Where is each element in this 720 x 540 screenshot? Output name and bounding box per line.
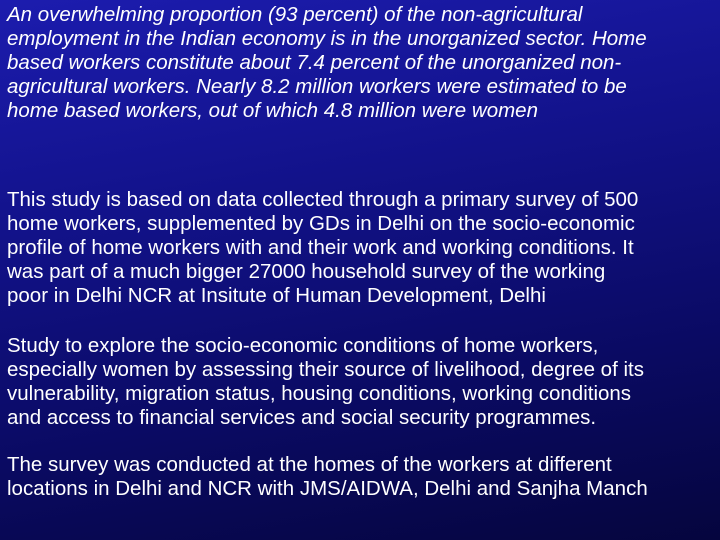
text-line: An overwhelming proportion (93 percent) of the non-agricultural [7, 3, 583, 26]
text-line: vulnerability, migration status, housing conditions, working conditions [7, 382, 632, 405]
survey-method-paragraph [7, 453, 648, 501]
study-basis-paragraph [7, 188, 638, 308]
study-objective-paragraph [7, 334, 644, 430]
text-line: based workers constitute about 7.4 percent of the unorganized non- [7, 51, 622, 74]
text-line: profile of home workers with and their work and working conditions. It [7, 236, 634, 259]
text-line: home workers, supplemented by GDs in Delhi on the socio-economic [7, 212, 635, 235]
text-line: agricultural workers. Nearly 8.2 million workers were estimated to be [7, 75, 627, 98]
text-line: The survey was conducted at the homes of the workers at different [7, 453, 612, 476]
text-line: especially women by assessing their source of livelihood, degree of its [7, 358, 644, 381]
text-line: home based workers, out of which 4.8 million were women [7, 99, 538, 122]
text-line: was part of a much bigger 27000 household survey of the working [7, 260, 606, 283]
text-line: and access to financial services and social security programmes. [7, 406, 597, 429]
text-line: This study is based on data collected through a primary survey of 500 [7, 188, 639, 211]
text-line: poor in Delhi NCR at Insitute of Human Development, Delhi [7, 284, 546, 307]
text-line: Study to explore the socio-economic conditions of home workers, [7, 334, 599, 357]
intro-paragraph [7, 3, 647, 123]
text-line: employment in the Indian economy is in the unorganized sector. Home [7, 27, 647, 50]
text-line: locations in Delhi and NCR with JMS/AIDWA, Delhi and Sanjha Manch [7, 477, 648, 500]
